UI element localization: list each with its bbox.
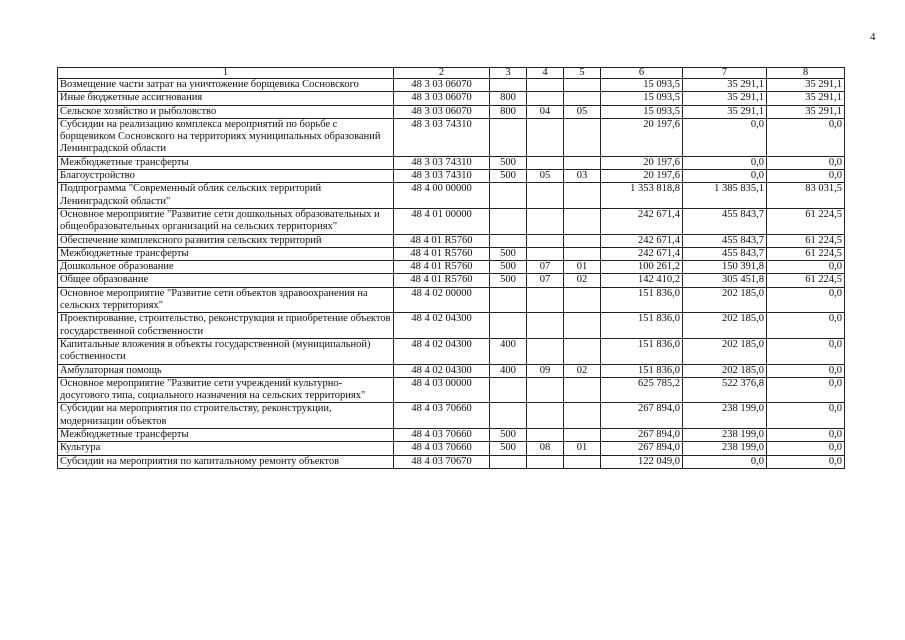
amount-year-3-cell: 83 031,5 [767, 183, 845, 209]
column-header: 7 [683, 68, 767, 79]
amount-year-1-cell: 267 894,0 [601, 442, 683, 455]
subsection-cell [564, 338, 601, 364]
section-cell [527, 403, 564, 429]
amount-year-2-cell: 455 843,7 [683, 247, 767, 260]
amount-year-1-cell: 242 671,4 [601, 234, 683, 247]
target-code-cell: 48 4 03 70670 [394, 455, 490, 468]
table-row [58, 105, 845, 118]
expense-type-cell: 800 [490, 105, 527, 118]
subsection-cell [564, 118, 601, 156]
amount-year-2-cell: 202 185,0 [683, 313, 767, 339]
amount-year-2-cell: 305 451,8 [683, 274, 767, 287]
amount-year-3-cell: 0,0 [767, 313, 845, 339]
section-cell: 08 [527, 442, 564, 455]
subsection-cell [564, 429, 601, 442]
amount-year-2-cell: 1 385 835,1 [683, 183, 767, 209]
table-row [58, 429, 845, 442]
target-code-cell: 48 4 02 04300 [394, 364, 490, 377]
amount-year-1-cell: 15 093,5 [601, 105, 683, 118]
table-row [58, 274, 845, 287]
item-name-cell: Субсидии на реализацию комплекса мероприятий по борьбе с борщевиком Сосновского на территориях муниципальных образований Ленинградской области [58, 118, 394, 156]
target-code-cell: 48 4 02 04300 [394, 338, 490, 364]
table-row [58, 364, 845, 377]
item-name-cell: Возмещение части затрат на уничтожение борщевика Сосновского [58, 79, 394, 92]
amount-year-1-cell: 267 894,0 [601, 429, 683, 442]
section-cell [527, 156, 564, 169]
amount-year-1-cell: 20 197,6 [601, 156, 683, 169]
table-row [58, 338, 845, 364]
item-name-cell: Основное мероприятие "Развитие сети дошкольных образовательных и общеобразовательных организаций на сельских территориях" [58, 208, 394, 234]
table-header-row [58, 68, 845, 79]
amount-year-2-cell: 238 199,0 [683, 442, 767, 455]
amount-year-2-cell: 455 843,7 [683, 208, 767, 234]
target-code-cell: 48 4 01 00000 [394, 208, 490, 234]
item-name-cell: Общее образование [58, 274, 394, 287]
section-cell [527, 455, 564, 468]
table-row [58, 118, 845, 156]
column-header: 3 [490, 68, 527, 79]
amount-year-1-cell: 267 894,0 [601, 403, 683, 429]
table-row [58, 247, 845, 260]
table-row [58, 170, 845, 183]
expense-type-cell [490, 118, 527, 156]
section-cell: 07 [527, 261, 564, 274]
amount-year-2-cell: 202 185,0 [683, 338, 767, 364]
amount-year-3-cell: 61 224,5 [767, 247, 845, 260]
subsection-cell [564, 377, 601, 403]
expense-type-cell: 800 [490, 92, 527, 105]
amount-year-1-cell: 151 836,0 [601, 364, 683, 377]
amount-year-1-cell: 151 836,0 [601, 313, 683, 339]
amount-year-3-cell: 61 224,5 [767, 234, 845, 247]
section-cell [527, 338, 564, 364]
item-name-cell: Основное мероприятие "Развитие сети объектов здравоохранения на сельских территориях" [58, 287, 394, 313]
item-name-cell: Благоустройство [58, 170, 394, 183]
amount-year-3-cell: 0,0 [767, 156, 845, 169]
table-row [58, 92, 845, 105]
amount-year-1-cell: 15 093,5 [601, 79, 683, 92]
target-code-cell: 48 4 01 R5760 [394, 234, 490, 247]
subsection-cell: 01 [564, 442, 601, 455]
subsection-cell [564, 92, 601, 105]
target-code-cell: 48 3 03 74310 [394, 156, 490, 169]
amount-year-3-cell: 0,0 [767, 170, 845, 183]
amount-year-3-cell: 0,0 [767, 338, 845, 364]
amount-year-1-cell: 151 836,0 [601, 338, 683, 364]
expense-type-cell: 500 [490, 429, 527, 442]
budget-table [57, 67, 845, 469]
section-cell [527, 234, 564, 247]
item-name-cell: Капитальные вложения в объекты государственной (муниципальной) собственности [58, 338, 394, 364]
subsection-cell: 01 [564, 261, 601, 274]
amount-year-2-cell: 202 185,0 [683, 287, 767, 313]
table-row [58, 287, 845, 313]
expense-type-cell [490, 79, 527, 92]
target-code-cell: 48 4 03 70660 [394, 429, 490, 442]
subsection-cell: 03 [564, 170, 601, 183]
page-number: 4 [870, 31, 876, 43]
amount-year-1-cell: 625 785,2 [601, 377, 683, 403]
item-name-cell: Основное мероприятие "Развитие сети учреждений культурно-досугового типа, социального назначения на сельских территориях" [58, 377, 394, 403]
amount-year-3-cell: 61 224,5 [767, 208, 845, 234]
item-name-cell: Иные бюджетные ассигнования [58, 92, 394, 105]
subsection-cell [564, 208, 601, 234]
expense-type-cell [490, 313, 527, 339]
target-code-cell: 48 4 01 R5760 [394, 247, 490, 260]
section-cell [527, 79, 564, 92]
table-row [58, 455, 845, 468]
subsection-cell [564, 403, 601, 429]
item-name-cell: Субсидии на мероприятия по капитальному ремонту объектов [58, 455, 394, 468]
section-cell [527, 208, 564, 234]
amount-year-3-cell: 35 291,1 [767, 79, 845, 92]
expense-type-cell: 400 [490, 364, 527, 377]
column-header: 4 [527, 68, 564, 79]
section-cell [527, 118, 564, 156]
item-name-cell: Субсидии на мероприятия по строительству, реконструкции, модернизации объектов [58, 403, 394, 429]
column-header: 8 [767, 68, 845, 79]
target-code-cell: 48 3 03 06070 [394, 79, 490, 92]
expense-type-cell: 500 [490, 247, 527, 260]
amount-year-2-cell: 35 291,1 [683, 79, 767, 92]
expense-type-cell: 500 [490, 156, 527, 169]
amount-year-2-cell: 35 291,1 [683, 105, 767, 118]
column-header: 6 [601, 68, 683, 79]
item-name-cell: Проектирование, строительство, реконструкция и приобретение объектов государственной собственности [58, 313, 394, 339]
section-cell [527, 92, 564, 105]
expense-type-cell [490, 183, 527, 209]
amount-year-3-cell: 0,0 [767, 442, 845, 455]
amount-year-3-cell: 0,0 [767, 403, 845, 429]
column-header: 5 [564, 68, 601, 79]
amount-year-3-cell: 0,0 [767, 455, 845, 468]
amount-year-2-cell: 0,0 [683, 156, 767, 169]
amount-year-3-cell: 35 291,1 [767, 105, 845, 118]
table-row [58, 377, 845, 403]
amount-year-3-cell: 61 224,5 [767, 274, 845, 287]
item-name-cell: Дошкольное образование [58, 261, 394, 274]
table-row [58, 442, 845, 455]
amount-year-2-cell: 0,0 [683, 170, 767, 183]
section-cell [527, 377, 564, 403]
amount-year-3-cell: 0,0 [767, 364, 845, 377]
item-name-cell: Межбюджетные трансферты [58, 429, 394, 442]
subsection-cell [564, 183, 601, 209]
target-code-cell: 48 3 03 06070 [394, 105, 490, 118]
subsection-cell [564, 313, 601, 339]
expense-type-cell [490, 403, 527, 429]
amount-year-2-cell: 238 199,0 [683, 429, 767, 442]
section-cell: 07 [527, 274, 564, 287]
expense-type-cell [490, 377, 527, 403]
target-code-cell: 48 4 02 00000 [394, 287, 490, 313]
subsection-cell [564, 234, 601, 247]
subsection-cell [564, 287, 601, 313]
item-name-cell: Подпрограмма "Современный облик сельских территорий Ленинградской области" [58, 183, 394, 209]
expense-type-cell [490, 455, 527, 468]
expense-type-cell [490, 287, 527, 313]
amount-year-3-cell: 0,0 [767, 377, 845, 403]
section-cell [527, 287, 564, 313]
amount-year-2-cell: 0,0 [683, 455, 767, 468]
target-code-cell: 48 3 03 74310 [394, 170, 490, 183]
table-row [58, 183, 845, 209]
table-row [58, 234, 845, 247]
section-cell: 09 [527, 364, 564, 377]
target-code-cell: 48 4 01 R5760 [394, 261, 490, 274]
expense-type-cell: 400 [490, 338, 527, 364]
subsection-cell: 05 [564, 105, 601, 118]
section-cell [527, 313, 564, 339]
expense-type-cell: 500 [490, 261, 527, 274]
amount-year-1-cell: 15 093,5 [601, 92, 683, 105]
target-code-cell: 48 4 03 00000 [394, 377, 490, 403]
amount-year-3-cell: 35 291,1 [767, 92, 845, 105]
amount-year-1-cell: 142 410,2 [601, 274, 683, 287]
section-cell: 04 [527, 105, 564, 118]
expense-type-cell: 500 [490, 274, 527, 287]
target-code-cell: 48 3 03 06070 [394, 92, 490, 105]
amount-year-1-cell: 20 197,6 [601, 118, 683, 156]
column-header: 2 [394, 68, 490, 79]
amount-year-3-cell: 0,0 [767, 287, 845, 313]
section-cell [527, 429, 564, 442]
target-code-cell: 48 4 01 R5760 [394, 274, 490, 287]
amount-year-1-cell: 242 671,4 [601, 208, 683, 234]
section-cell: 05 [527, 170, 564, 183]
item-name-cell: Амбулаторная помощь [58, 364, 394, 377]
item-name-cell: Межбюджетные трансферты [58, 247, 394, 260]
amount-year-2-cell: 522 376,8 [683, 377, 767, 403]
expense-type-cell [490, 208, 527, 234]
target-code-cell: 48 4 02 04300 [394, 313, 490, 339]
target-code-cell: 48 3 03 74310 [394, 118, 490, 156]
item-name-cell: Межбюджетные трансферты [58, 156, 394, 169]
amount-year-2-cell: 202 185,0 [683, 364, 767, 377]
table-row [58, 261, 845, 274]
amount-year-2-cell: 455 843,7 [683, 234, 767, 247]
amount-year-1-cell: 151 836,0 [601, 287, 683, 313]
target-code-cell: 48 4 00 00000 [394, 183, 490, 209]
amount-year-3-cell: 0,0 [767, 118, 845, 156]
amount-year-3-cell: 0,0 [767, 429, 845, 442]
table-row [58, 208, 845, 234]
target-code-cell: 48 4 03 70660 [394, 403, 490, 429]
amount-year-1-cell: 242 671,4 [601, 247, 683, 260]
amount-year-2-cell: 238 199,0 [683, 403, 767, 429]
column-header: 1 [58, 68, 394, 79]
amount-year-2-cell: 150 391,8 [683, 261, 767, 274]
subsection-cell: 02 [564, 274, 601, 287]
amount-year-1-cell: 20 197,6 [601, 170, 683, 183]
subsection-cell: 02 [564, 364, 601, 377]
subsection-cell [564, 247, 601, 260]
expense-type-cell [490, 234, 527, 247]
table-row [58, 156, 845, 169]
table-body [58, 79, 845, 469]
subsection-cell [564, 79, 601, 92]
item-name-cell: Обеспечение комплексного развития сельских территорий [58, 234, 394, 247]
item-name-cell: Сельское хозяйство и рыболовство [58, 105, 394, 118]
subsection-cell [564, 156, 601, 169]
item-name-cell: Культура [58, 442, 394, 455]
subsection-cell [564, 455, 601, 468]
amount-year-2-cell: 0,0 [683, 118, 767, 156]
amount-year-1-cell: 122 049,0 [601, 455, 683, 468]
amount-year-1-cell: 1 353 818,8 [601, 183, 683, 209]
amount-year-3-cell: 0,0 [767, 261, 845, 274]
section-cell [527, 247, 564, 260]
section-cell [527, 183, 564, 209]
expense-type-cell: 500 [490, 442, 527, 455]
table-row [58, 403, 845, 429]
expense-type-cell: 500 [490, 170, 527, 183]
table-row [58, 79, 845, 92]
amount-year-2-cell: 35 291,1 [683, 92, 767, 105]
target-code-cell: 48 4 03 70660 [394, 442, 490, 455]
amount-year-1-cell: 100 261,2 [601, 261, 683, 274]
table-row [58, 313, 845, 339]
